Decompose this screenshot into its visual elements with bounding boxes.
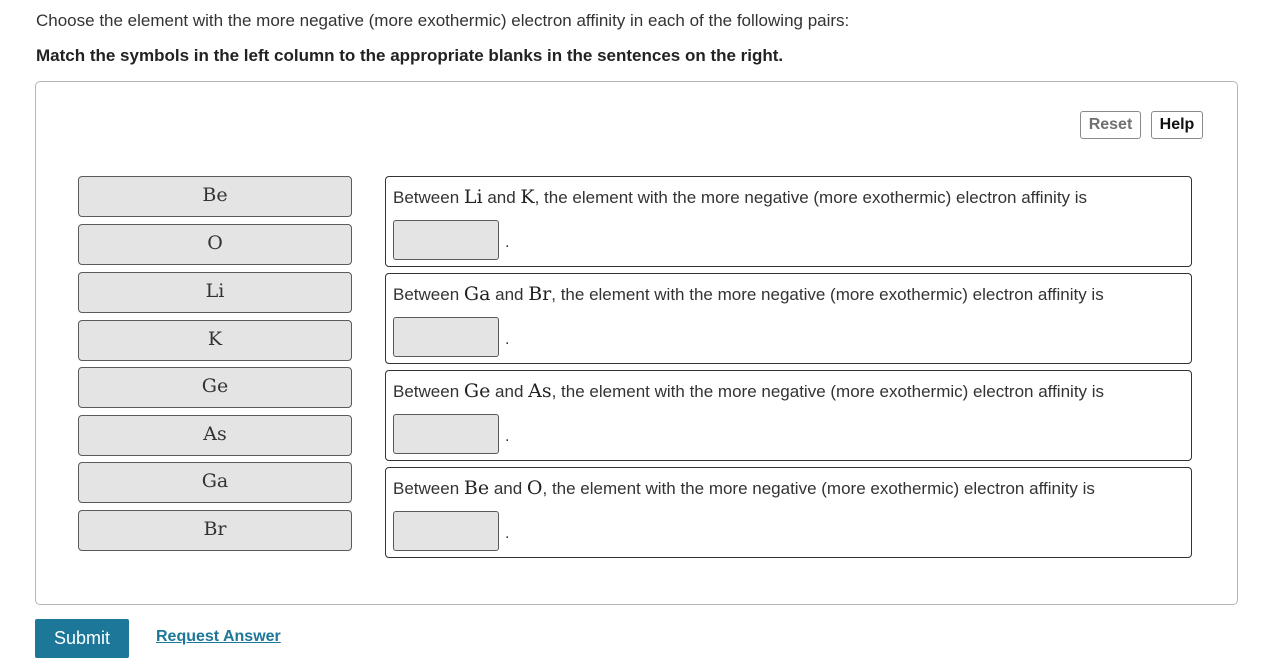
tile-ga[interactable]: Ga — [78, 462, 352, 503]
tile-li[interactable]: Li — [78, 272, 352, 313]
sentence-4 — [385, 467, 1192, 558]
element-symbol: Li — [463, 186, 483, 208]
tile-ge[interactable]: Ge — [78, 367, 352, 408]
element-symbol: Ge — [463, 380, 491, 402]
sentence-period: . — [505, 525, 510, 542]
sentence-3 — [385, 370, 1192, 461]
sentence-prefix: Between — [393, 285, 464, 304]
sentence-text — [393, 186, 1087, 208]
element-symbol: O — [526, 477, 543, 499]
tile-o[interactable]: O — [78, 224, 352, 265]
element-symbol: Be — [463, 477, 490, 499]
tile-k[interactable]: K — [78, 320, 352, 361]
sentence-conjunction: and — [490, 285, 529, 304]
reset-button[interactable]: Reset — [1080, 111, 1141, 139]
sentence-conjunction: and — [489, 479, 527, 498]
element-symbol: As — [528, 380, 552, 402]
sentence-2 — [385, 273, 1192, 364]
submit-button[interactable]: Submit — [35, 619, 129, 658]
sentence-prefix: Between — [393, 382, 464, 401]
sentence-prefix: Between — [393, 479, 464, 498]
sentence-1 — [385, 176, 1192, 267]
element-symbol: Br — [528, 283, 552, 305]
sentence-period: . — [505, 331, 510, 348]
sentence-suffix: , the element with the more negative (more exothermic) electron affinity is — [551, 382, 1105, 401]
sentence-conjunction: and — [482, 188, 521, 207]
tile-as[interactable]: As — [78, 415, 352, 456]
matching-panel — [35, 81, 1238, 605]
match-instructions: Match the symbols in the left column to the appropriate blanks in the sentences on the right. — [36, 46, 784, 65]
drop-blank-4[interactable] — [393, 511, 499, 551]
sentence-suffix: , the element with the more negative (more exothermic) electron affinity is — [551, 285, 1104, 304]
sentence-period: . — [505, 428, 510, 445]
sentence-period: . — [505, 234, 510, 251]
sentence-prefix: Between — [393, 188, 464, 207]
sentence-suffix: , the element with the more negative (more exothermic) electron affinity is — [534, 188, 1088, 207]
sentence-conjunction: and — [490, 382, 529, 401]
help-button[interactable]: Help — [1151, 111, 1203, 139]
tile-br[interactable]: Br — [78, 510, 352, 551]
tile-be[interactable]: Be — [78, 176, 352, 217]
sentence-suffix: , the element with the more negative (more exothermic) electron affinity is — [542, 479, 1095, 498]
drop-blank-2[interactable] — [393, 317, 499, 357]
element-symbol: K — [520, 186, 535, 208]
question-text: Choose the element with the more negative (more exothermic) electron affinity in each of the following pairs: — [36, 11, 850, 30]
sentence-text — [393, 477, 1095, 499]
sentence-text — [393, 283, 1104, 305]
drop-blank-3[interactable] — [393, 414, 499, 454]
drop-blank-1[interactable] — [393, 220, 499, 260]
element-symbol: Ga — [463, 283, 491, 305]
sentence-text — [393, 380, 1104, 402]
request-answer-link[interactable]: Request Answer — [156, 628, 281, 645]
